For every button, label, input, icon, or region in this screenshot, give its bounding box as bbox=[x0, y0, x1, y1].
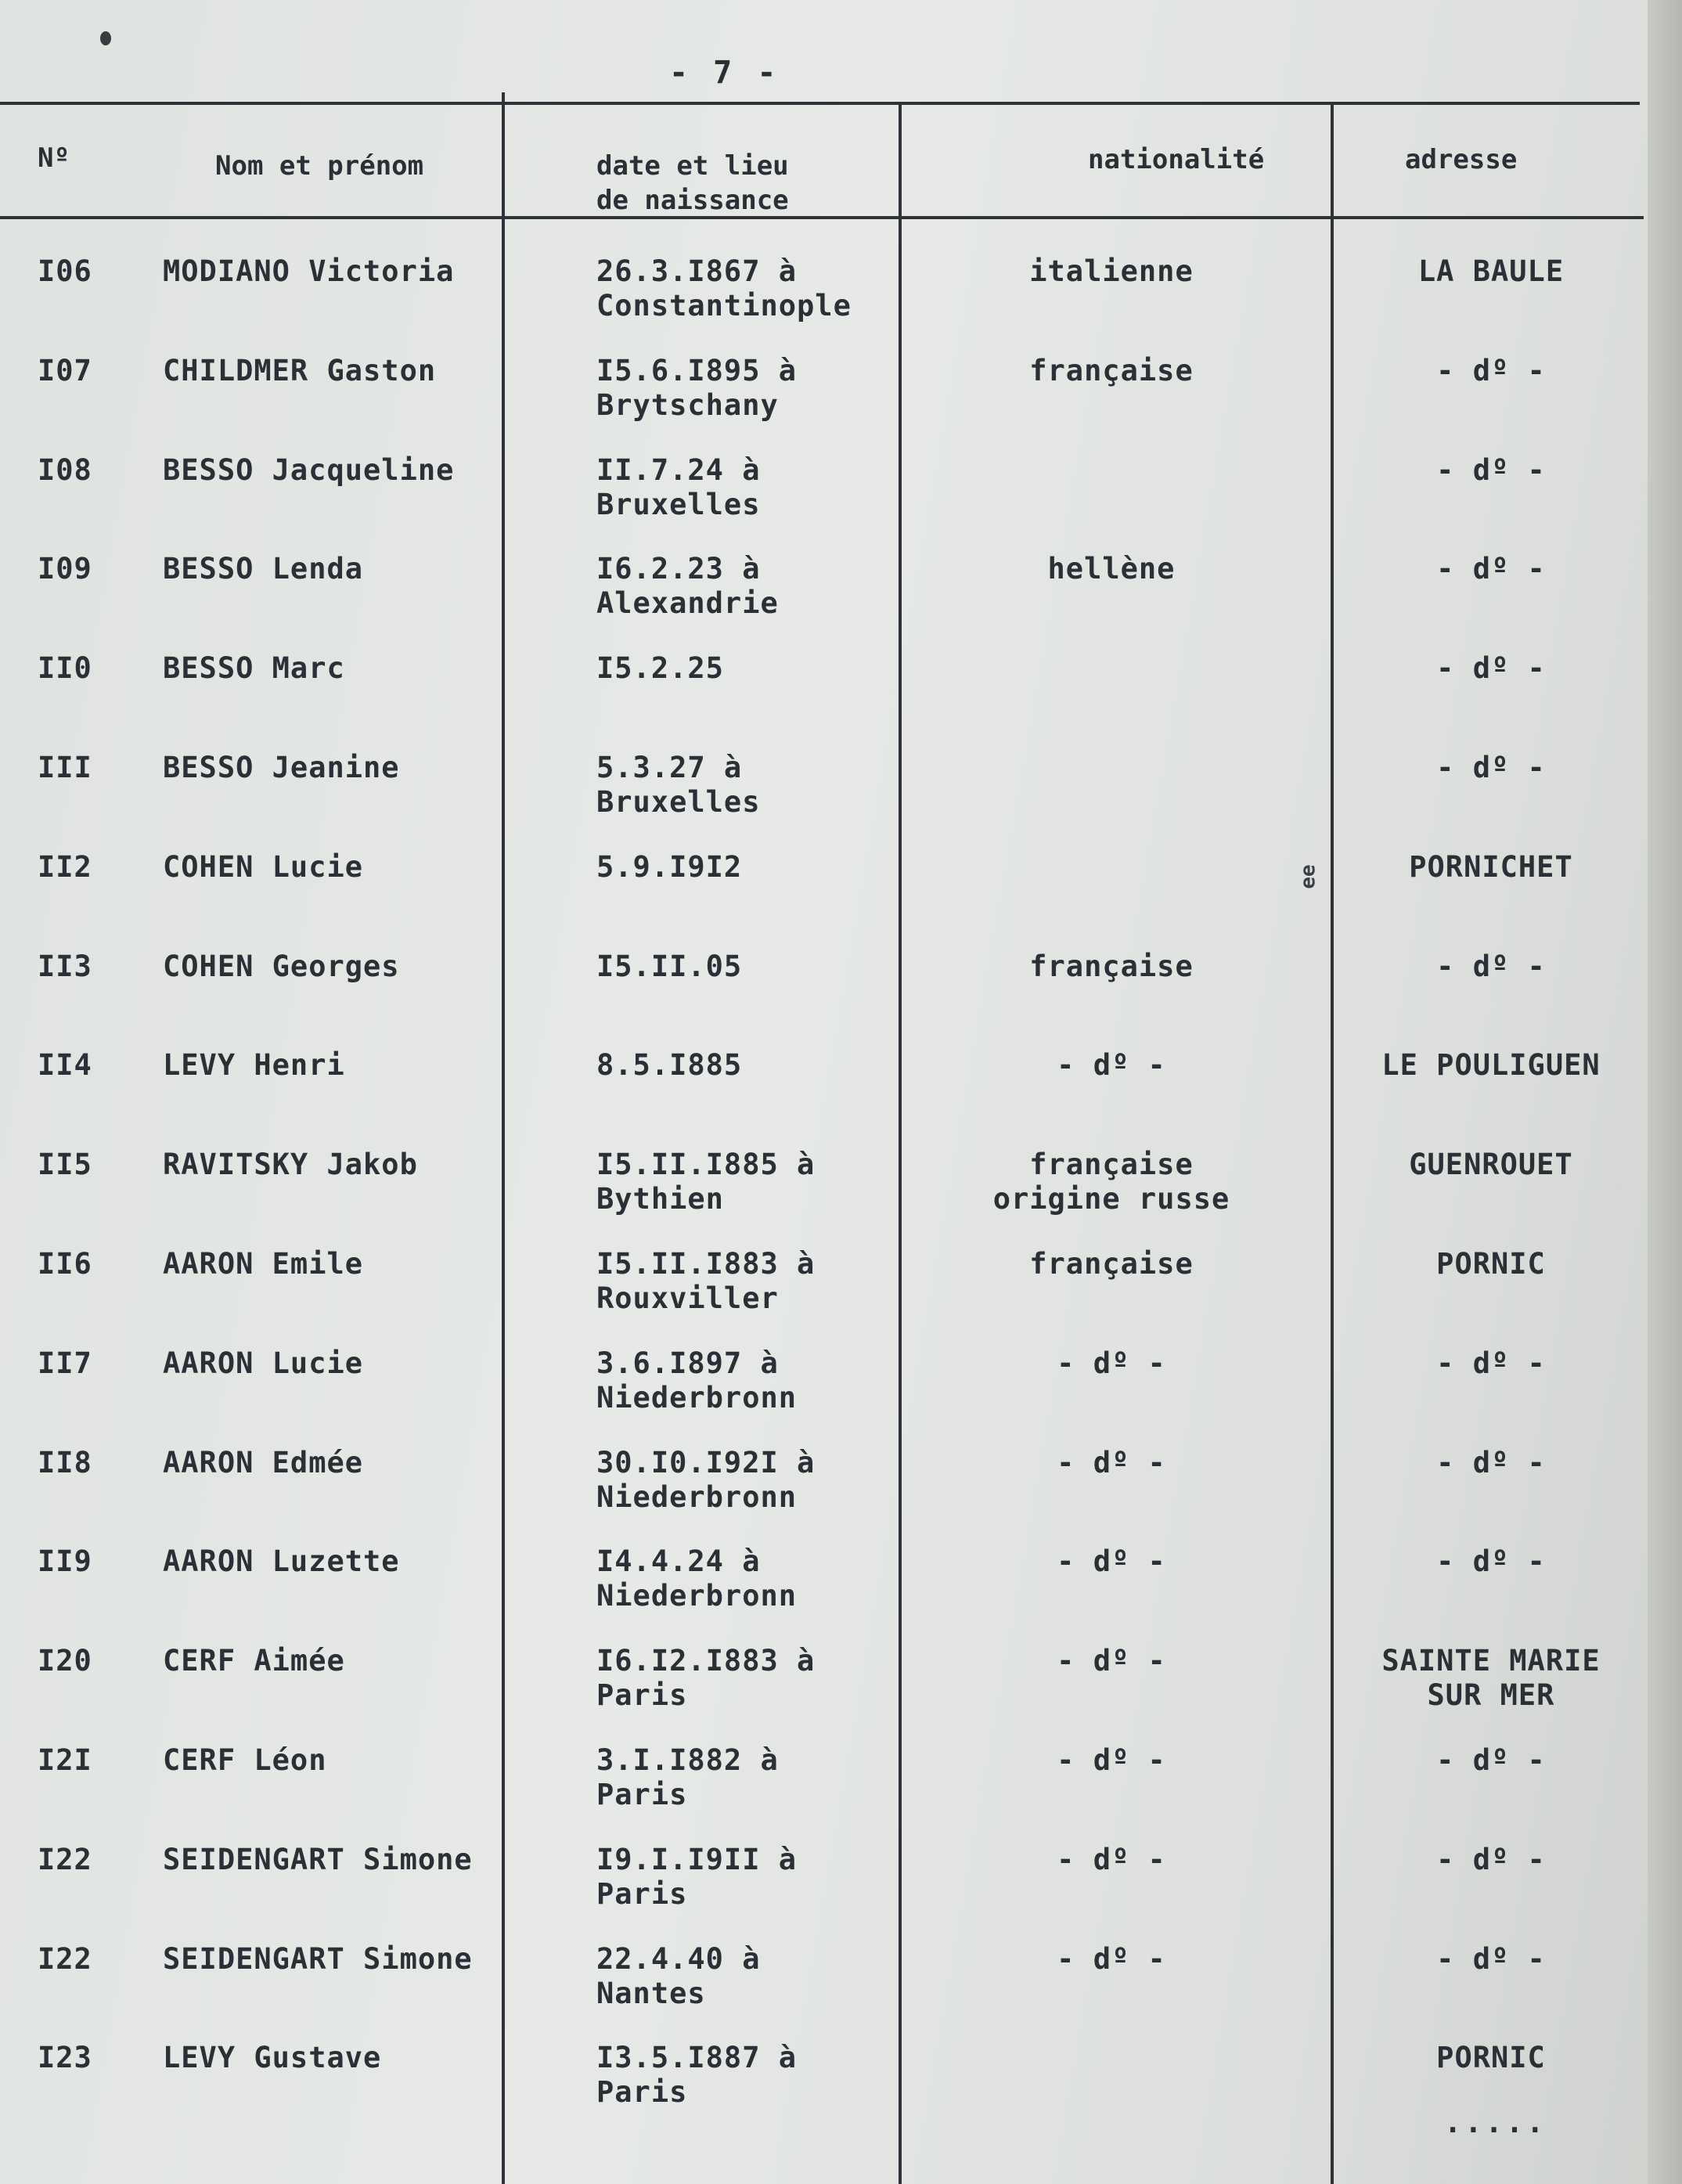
row-address: LE POULIGUEN bbox=[1381, 1048, 1601, 1082]
row-nationality: - dº - bbox=[1057, 1843, 1166, 1876]
row-birth: I4.4.24 à Niederbronn bbox=[596, 1544, 798, 1613]
row-name: CERF Aimée bbox=[163, 1644, 345, 1678]
row-number: I22 bbox=[38, 1942, 92, 1976]
row-address: LA BAULE bbox=[1417, 254, 1565, 288]
row-number: I22 bbox=[38, 1843, 92, 1876]
page-number: - 7 - bbox=[669, 55, 780, 91]
row-name: BESSO Lenda bbox=[163, 552, 364, 586]
header-number: Nº bbox=[38, 142, 70, 174]
row-number: III bbox=[38, 751, 92, 784]
row-number: II7 bbox=[38, 1346, 92, 1380]
column-divider-nationality bbox=[899, 103, 902, 2184]
row-birth: I3.5.I887 à Paris bbox=[596, 2041, 798, 2109]
row-birth: I9.I.I9II à Paris bbox=[596, 1843, 798, 1911]
row-number: II8 bbox=[38, 1446, 92, 1479]
row-nationality: - dº - bbox=[1057, 1942, 1166, 1976]
row-number: I06 bbox=[38, 254, 92, 288]
row-nationality: italienne bbox=[1029, 254, 1194, 288]
row-birth: I6.I2.I883 à Paris bbox=[596, 1644, 816, 1712]
row-address: - dº - bbox=[1436, 1446, 1546, 1479]
row-nationality: - dº - bbox=[1057, 1644, 1166, 1678]
header-bottom-rule bbox=[0, 216, 1644, 219]
header-nationality: nationalité bbox=[1088, 144, 1265, 175]
row-birth: I5.2.25 bbox=[596, 651, 724, 685]
row-address: - dº - bbox=[1436, 1544, 1546, 1578]
row-address: - dº - bbox=[1436, 354, 1546, 387]
row-number: II4 bbox=[38, 1048, 92, 1082]
row-number: II0 bbox=[38, 651, 92, 685]
row-nationality: française bbox=[1029, 1247, 1194, 1281]
row-name: AARON Edmée bbox=[163, 1446, 364, 1479]
row-nationality: hellène bbox=[1047, 552, 1176, 586]
row-nationality: - dº - bbox=[1057, 1544, 1166, 1578]
row-address: - dº - bbox=[1436, 1743, 1546, 1777]
row-name: AARON Luzette bbox=[163, 1544, 400, 1578]
row-address: - dº - bbox=[1436, 1346, 1546, 1380]
row-address: - dº - bbox=[1436, 651, 1546, 685]
row-address: - dº - bbox=[1436, 950, 1546, 983]
row-nationality: française bbox=[1029, 354, 1194, 387]
row-address: - dº - bbox=[1436, 552, 1546, 586]
row-name: BESSO Marc bbox=[163, 651, 345, 685]
row-name: COHEN Georges bbox=[163, 950, 400, 983]
row-name: SEIDENGART Simone bbox=[163, 1843, 473, 1876]
row-name: AARON Lucie bbox=[163, 1346, 364, 1380]
row-address: SAINTE MARIE SUR MER bbox=[1381, 1644, 1601, 1712]
row-number: II5 bbox=[38, 1148, 92, 1181]
row-name: BESSO Jeanine bbox=[163, 751, 400, 784]
row-address: - dº - bbox=[1436, 453, 1546, 487]
row-name: AARON Emile bbox=[163, 1247, 364, 1281]
row-birth: I5.II.05 bbox=[596, 950, 743, 983]
row-name: MODIANO Victoria bbox=[163, 254, 455, 288]
row-name: LEVY Gustave bbox=[163, 2041, 382, 2074]
row-address: PORNICHET bbox=[1409, 850, 1573, 884]
row-name: SEIDENGART Simone bbox=[163, 1942, 473, 1976]
row-address: PORNIC bbox=[1436, 2041, 1546, 2074]
row-name: RAVITSKY Jakob bbox=[163, 1148, 418, 1181]
row-address: - dº - bbox=[1436, 1942, 1546, 1976]
row-number: I09 bbox=[38, 552, 92, 586]
row-birth: 3.I.I882 à Paris bbox=[596, 1743, 779, 1811]
row-name: CHILDMER Gaston bbox=[163, 354, 437, 387]
row-name: CERF Léon bbox=[163, 1743, 327, 1777]
table-top-rule bbox=[0, 102, 1640, 105]
row-number: I2I bbox=[38, 1743, 92, 1777]
page-edge-shadow bbox=[1648, 0, 1682, 2184]
row-birth: 22.4.40 à Nantes bbox=[596, 1942, 761, 2010]
header-birth: date et lieu de naissance bbox=[596, 150, 789, 216]
row-name: COHEN Lucie bbox=[163, 850, 364, 884]
row-birth: 30.I0.I92I à Niederbronn bbox=[596, 1446, 816, 1514]
row-birth: 5.3.27 à Bruxelles bbox=[596, 751, 761, 819]
row-birth: II.7.24 à Bruxelles bbox=[596, 453, 761, 521]
row-number: II3 bbox=[38, 950, 92, 983]
row-number: I23 bbox=[38, 2041, 92, 2074]
row-birth: I6.2.23 à Alexandrie bbox=[596, 552, 779, 620]
row-nationality: - dº - bbox=[1057, 1346, 1166, 1380]
row-address: PORNIC bbox=[1436, 1247, 1546, 1281]
row-nationality: - dº - bbox=[1057, 1048, 1166, 1082]
row-number: I07 bbox=[38, 354, 92, 387]
row-number: I20 bbox=[38, 1644, 92, 1678]
trailing-dots: ..... bbox=[1444, 2106, 1547, 2139]
row-number: I08 bbox=[38, 453, 92, 487]
row-birth: 26.3.I867 à Constantinople bbox=[596, 254, 852, 323]
row-birth: I5.II.I883 à Rouxviller bbox=[596, 1247, 816, 1315]
row-number: II2 bbox=[38, 850, 92, 884]
margin-mark: ee bbox=[1296, 864, 1320, 889]
column-divider-address bbox=[1331, 103, 1334, 2184]
header-address: adresse bbox=[1405, 144, 1518, 175]
row-number: II9 bbox=[38, 1544, 92, 1578]
row-name: BESSO Jacqueline bbox=[163, 453, 455, 487]
row-nationality: - dº - bbox=[1057, 1446, 1166, 1479]
row-birth: I5.II.I885 à Bythien bbox=[596, 1148, 816, 1216]
row-birth: 8.5.I885 bbox=[596, 1048, 743, 1082]
ink-spot bbox=[100, 31, 111, 45]
row-address: - dº - bbox=[1436, 1843, 1546, 1876]
row-nationality: - dº - bbox=[1057, 1743, 1166, 1777]
row-birth: I5.6.I895 à Brytschany bbox=[596, 354, 798, 422]
row-birth: 5.9.I9I2 bbox=[596, 850, 743, 884]
row-nationality: française bbox=[1029, 950, 1194, 983]
row-name: LEVY Henri bbox=[163, 1048, 345, 1082]
row-birth: 3.6.I897 à Niederbronn bbox=[596, 1346, 798, 1415]
row-address: - dº - bbox=[1436, 751, 1546, 784]
row-number: II6 bbox=[38, 1247, 92, 1281]
header-name: Nom et prénom bbox=[215, 150, 424, 182]
row-address: GUENROUET bbox=[1409, 1148, 1573, 1181]
row-nationality: française origine russe bbox=[992, 1148, 1230, 1216]
